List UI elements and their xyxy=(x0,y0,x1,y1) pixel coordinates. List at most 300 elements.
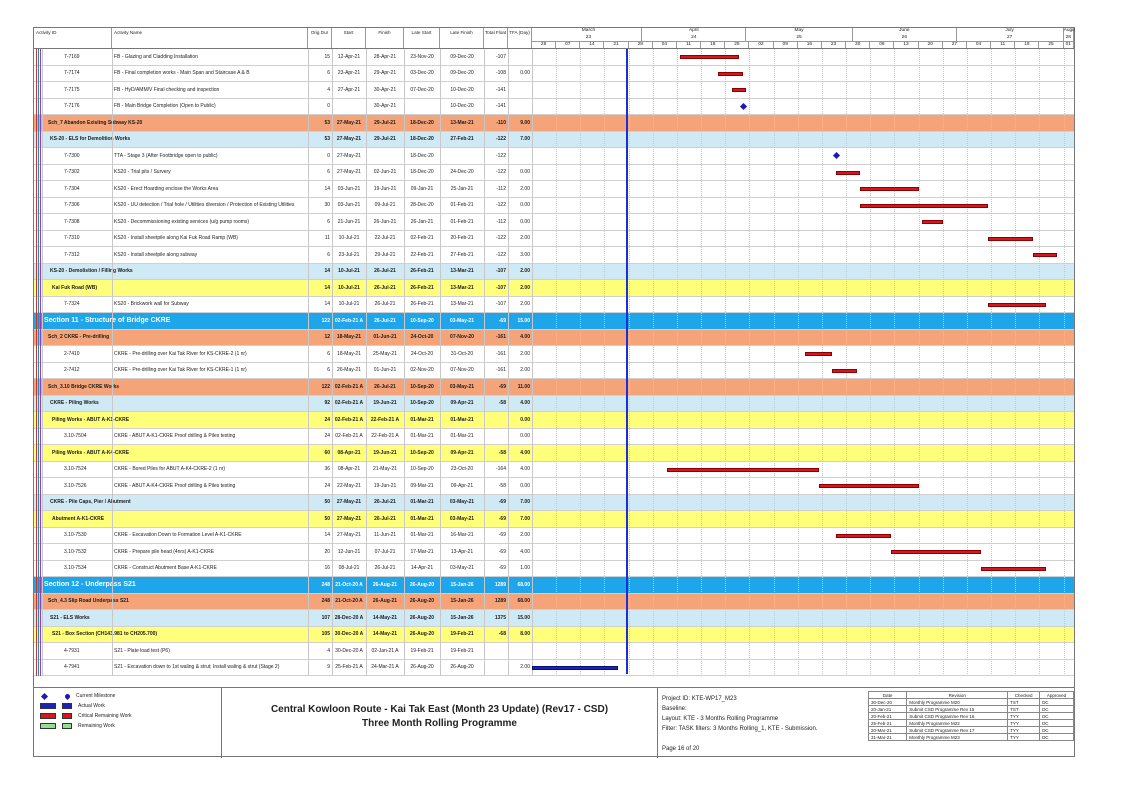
actual-work-bar[interactable] xyxy=(532,666,618,670)
critical-work-bar[interactable] xyxy=(988,303,1047,307)
cell-od: 122 xyxy=(321,317,330,324)
critical-work-bar[interactable] xyxy=(805,352,833,356)
cell-tfa: 4.00 xyxy=(520,334,530,341)
cell-st: 27-May-21 xyxy=(336,136,362,143)
cell-ls: 18-Dec-20 xyxy=(410,169,434,176)
cell-ls: 01-Mar-21 xyxy=(410,532,434,539)
column-divider xyxy=(440,49,441,676)
cell-ls: 18-Dec-20 xyxy=(410,136,434,143)
header-late-start[interactable]: Late Start xyxy=(404,28,440,48)
cell-fi: 26-Jun-21 xyxy=(373,218,397,225)
critical-work-bar[interactable] xyxy=(680,55,739,59)
critical-work-bar[interactable] xyxy=(836,171,860,175)
cell-tfa xyxy=(508,49,532,65)
column-divider xyxy=(404,49,405,676)
cell-name: S21 - ELS Works xyxy=(50,614,90,621)
cell-st: 02-Feb-21 A xyxy=(334,383,364,390)
critical-work-bar[interactable] xyxy=(860,204,988,208)
milestone-icon xyxy=(41,692,48,699)
cell-name: Sch_3.10 Bridge CKRE Works xyxy=(48,383,120,390)
cell-fi: 11-Jun-21 xyxy=(373,532,397,539)
cell-tfa: 68.00 xyxy=(517,581,530,588)
cell-ls: 26-Feb-21 xyxy=(410,268,434,275)
cell-lf: 27-Feb-21 xyxy=(450,251,474,258)
critical-work-bar[interactable] xyxy=(891,550,981,554)
cell-tf: -69 xyxy=(498,499,506,506)
cell-name: S21 - Box Section (CH143.981 to CH205.700) xyxy=(52,631,158,638)
cell-fi: 26-Aug-21 xyxy=(372,581,398,588)
cell-od: 107 xyxy=(321,614,330,621)
cell-tfa xyxy=(508,148,532,164)
cell-od: 6 xyxy=(327,70,330,77)
cell-name: KS20 - Erect Hoarding enclose the Works Area xyxy=(114,185,219,192)
remaining-work-swatch-2 xyxy=(62,723,72,729)
cell-ls: 03-Dec-20 xyxy=(410,70,434,77)
cell-tf: -161 xyxy=(495,334,506,341)
cell-name: S21 - Plate load test (P6) xyxy=(114,647,170,654)
cell-ls: 26-Feb-21 xyxy=(410,284,434,291)
legend-current-milestone xyxy=(40,693,115,699)
cell-fi: 07-Jul-21 xyxy=(374,548,396,555)
cell-tfa: 0.00 xyxy=(520,416,530,423)
cell-name: TTA - Stage 3 (After Footbridge open to public) xyxy=(114,152,218,159)
critical-work-bar[interactable] xyxy=(981,567,1047,571)
week-label: 25 xyxy=(1039,41,1063,48)
cell-od: 53 xyxy=(324,119,330,126)
critical-work-bar[interactable] xyxy=(922,220,943,224)
header-total-float[interactable]: Total Float xyxy=(484,28,508,48)
week-label: 11 xyxy=(991,41,1015,48)
week-gridline xyxy=(943,49,944,676)
week-gridline xyxy=(580,49,581,676)
cell-st: 03-Jun-21 xyxy=(337,185,361,192)
critical-work-bar[interactable] xyxy=(988,237,1033,241)
cell-fi xyxy=(366,148,404,164)
cell-tf xyxy=(484,660,508,676)
header-tfa[interactable]: TFA (Day) xyxy=(508,28,532,48)
cell-lf: 10-Dec-20 xyxy=(450,103,474,110)
revision-cell: TYY xyxy=(1008,727,1040,734)
critical-work-bar[interactable] xyxy=(836,534,891,538)
footer xyxy=(34,687,1074,758)
revision-row xyxy=(869,699,1074,706)
cell-od: 50 xyxy=(324,515,330,522)
cell-od: 36 xyxy=(324,466,330,473)
cell-od: 16 xyxy=(324,565,330,572)
cell-tfa: 7.00 xyxy=(520,515,530,522)
column-divider xyxy=(508,49,509,676)
cell-tf: -107 xyxy=(495,284,506,291)
week-gridline xyxy=(556,49,557,676)
week-gridline xyxy=(701,49,702,676)
cell-id: 4-7941 xyxy=(64,664,80,671)
cell-st: 10-Jul-21 xyxy=(338,301,360,308)
cell-id: 3.10-7504 xyxy=(64,433,87,440)
column-header-row xyxy=(34,28,1074,49)
title-block xyxy=(222,688,658,758)
cell-tf: -112 xyxy=(496,218,506,225)
critical-work-bar[interactable] xyxy=(667,468,819,472)
cell-tf: -122 xyxy=(495,251,506,258)
cell-od: 4 xyxy=(327,86,330,93)
cell-st: 27-May-21 xyxy=(336,119,362,126)
column-divider xyxy=(366,49,367,676)
cell-id: 7-7174 xyxy=(64,70,80,77)
cell-st: 30-Dec-20 A xyxy=(335,647,363,654)
cell-tf: -112 xyxy=(496,185,506,192)
week-gridline xyxy=(798,49,799,676)
cell-lf: 09-Apr-21 xyxy=(450,449,474,456)
cell-tfa: 0.00 xyxy=(520,202,530,209)
timeline-header xyxy=(532,28,1074,48)
cell-st: 12-Apr-21 xyxy=(337,53,361,60)
week-label: 09 xyxy=(774,41,798,48)
cell-tfa: 0.00 xyxy=(520,433,530,440)
revision-cell: TYY xyxy=(1008,720,1040,727)
week-label: 18 xyxy=(1015,41,1039,48)
header-start[interactable]: Start xyxy=(332,28,366,48)
legend-critical-remaining xyxy=(40,713,132,719)
cell-tfa: 2.00 xyxy=(520,367,530,374)
cell-fi: 28-Apr-21 xyxy=(373,53,397,60)
cell-tf: -58 xyxy=(498,482,506,489)
cell-tf: -58 xyxy=(498,400,506,407)
cell-tfa: 68.00 xyxy=(517,598,530,605)
week-gridline xyxy=(1064,49,1065,676)
cell-st: 08-Jul-21 xyxy=(338,565,360,572)
cell-st: 26-May-21 xyxy=(337,367,361,374)
cell-lf: 27-Feb-21 xyxy=(450,136,474,143)
week-gridline xyxy=(967,49,968,676)
critical-work-swatch xyxy=(40,713,56,719)
cell-name: KS20 - Trial pits / Survery xyxy=(114,169,171,176)
cell-ls: 10-Sep-20 xyxy=(410,317,434,324)
cell-name: CKRE - Pile Caps, Pier / Abutment xyxy=(50,499,131,506)
cell-ls: 02-Nov-20 xyxy=(410,367,434,374)
cell-name: KS20 - Install sheetpile along subway xyxy=(114,251,198,258)
cell-lf: 13-Mar-21 xyxy=(450,284,474,291)
cell-od: 20 xyxy=(324,548,330,555)
cell-lf: 07-Nov-20 xyxy=(450,367,474,374)
revision-cell: TYY xyxy=(1008,713,1040,720)
cell-ls: 19-Feb-21 xyxy=(410,647,434,654)
cell-tf: -69 xyxy=(498,515,506,522)
revision-cell: TST xyxy=(1008,699,1040,706)
revision-header-cell: Checked xyxy=(1008,692,1040,699)
cell-tfa xyxy=(508,99,532,115)
project-id: Project ID: KTE-WP17_M23 xyxy=(662,696,737,702)
revision-row xyxy=(869,720,1074,727)
cell-tf: -122 xyxy=(495,235,506,242)
cell-tfa: 2.00 xyxy=(520,235,530,242)
cell-st: 27-May-21 xyxy=(336,515,362,522)
cell-tf: -122 xyxy=(495,152,506,159)
revision-cell: 25-Feb-21 xyxy=(869,720,907,727)
cell-ls xyxy=(404,99,440,115)
cell-tfa: 15.00 xyxy=(517,317,530,324)
cell-tfa: 1.00 xyxy=(520,565,530,572)
cell-lf: 03-May-21 xyxy=(449,317,475,324)
cell-tfa: 2.00 xyxy=(520,284,530,291)
header-activity-id[interactable]: Activity ID xyxy=(34,28,112,48)
header-orig-dur[interactable]: Orig Dur xyxy=(308,28,332,48)
cell-ls: 10-Sep-20 xyxy=(410,400,434,407)
revision-row xyxy=(869,734,1074,741)
outline-level-stripe xyxy=(38,49,39,676)
revision-cell: DC xyxy=(1040,727,1074,734)
cell-lf: 01-Mar-21 xyxy=(450,416,474,423)
cell-lf: 15-Jan-26 xyxy=(450,581,474,588)
header-activity-name[interactable]: Activity Name xyxy=(112,28,308,48)
cell-name: Piling Works - ABUT A-K1-CKRE xyxy=(52,416,130,423)
cell-lf: 20-Feb-21 xyxy=(450,235,474,242)
cell-st: 03-Jun-21 xyxy=(337,202,361,209)
cell-tfa: 9.00 xyxy=(520,119,530,126)
cell-fi: 30-Apr-21 xyxy=(373,103,397,110)
cell-name: Sch_7 Abandon Exisitng Subway KS-20 xyxy=(48,119,143,126)
baseline: Baseline: xyxy=(662,706,687,712)
cell-tf: -69 xyxy=(498,383,506,390)
cell-tfa: 2.00 xyxy=(520,350,530,357)
month-number: 23 xyxy=(535,35,642,41)
cell-id: 3.10-7532 xyxy=(64,548,87,555)
cell-st: 08-Apr-21 xyxy=(337,449,361,456)
week-gridline xyxy=(919,49,920,676)
report-title: Central Kowloon Route - Kai Tak East (Month 23 Update) (Rev17 - CSD) xyxy=(270,704,609,715)
cell-fi: 02-Jun-21 xyxy=(373,169,397,176)
week-gridline xyxy=(629,49,630,676)
revision-cell: DC xyxy=(1040,734,1074,741)
cell-id: 7-7324 xyxy=(64,301,80,308)
cell-name: FB - HyD/AMM/V Final checking and inspection xyxy=(114,86,220,93)
revision-row xyxy=(869,713,1074,720)
cell-ls: 09-Jan-21 xyxy=(410,185,434,192)
cell-st: 02-Feb-21 A xyxy=(335,433,363,440)
cell-fi: 26-Jul-21 xyxy=(374,499,396,506)
cell-id: 7-7310 xyxy=(64,235,80,242)
cell-name: Section 12 - Underpass S21 xyxy=(44,580,136,588)
cell-name: CKRE - Piling Works xyxy=(50,400,99,407)
column-divider xyxy=(308,49,309,676)
cell-ls: 26-Aug-20 xyxy=(410,664,434,671)
week-label: 20 xyxy=(919,41,943,48)
cell-fi: 26-Jul-21 xyxy=(374,317,396,324)
week-label: 02 xyxy=(749,41,773,48)
month-number: 25 xyxy=(746,35,853,41)
cell-st: 27-May-21 xyxy=(337,152,361,159)
cell-tfa: 7.00 xyxy=(520,136,530,143)
cell-st: 27-May-21 xyxy=(337,532,361,539)
week-gridline xyxy=(725,49,726,676)
cell-id: 7-7306 xyxy=(64,202,80,209)
cell-st: 02-Feb-21 A xyxy=(334,416,364,423)
cell-lf: 25-Jan-21 xyxy=(450,185,474,192)
cell-lf: 13-Apr-21 xyxy=(450,548,474,555)
critical-work-bar[interactable] xyxy=(819,484,919,488)
column-divider xyxy=(484,49,485,676)
cell-od: 14 xyxy=(324,301,330,308)
revision-header-cell: Approved xyxy=(1040,692,1074,699)
cell-od: 122 xyxy=(321,383,330,390)
cell-name: KS-20 - Demolistion / Filling Works xyxy=(50,268,133,275)
cell-id: 3.10-7526 xyxy=(64,482,87,489)
cell-od: 6 xyxy=(327,251,330,258)
revision-header-cell: Date xyxy=(869,692,907,699)
week-gridline xyxy=(749,49,750,676)
cell-tf: 1289 xyxy=(494,581,506,588)
cell-ls: 10-Sep-20 xyxy=(410,466,434,473)
cell-id: 7-7304 xyxy=(64,185,80,192)
week-label: 28 xyxy=(629,41,653,48)
cell-fi: 24-Mar-21 A xyxy=(371,664,399,671)
cell-tf: 1375 xyxy=(494,614,506,621)
critical-work-bar[interactable] xyxy=(1033,253,1057,257)
legend-label: Critical Remaining Work xyxy=(78,713,132,719)
outline-level-stripe xyxy=(40,49,41,676)
cell-lf: 01-Feb-21 xyxy=(450,218,474,225)
page-number: Page 16 of 20 xyxy=(662,746,700,752)
cell-name: KS20 - Install sheetpile along Kai Fuk Road Ramp (WB) xyxy=(114,235,238,242)
cell-fi: 26-Jul-21 xyxy=(374,565,396,572)
cell-st: 10-Jul-21 xyxy=(338,235,360,242)
week-label: 07 xyxy=(556,41,580,48)
week-gridline xyxy=(653,49,654,676)
revision-cell: Submit CSD Programme Rev 17 xyxy=(907,727,1008,734)
cell-id: 7-7302 xyxy=(64,169,80,176)
cell-tfa: 2.00 xyxy=(520,301,530,308)
column-divider xyxy=(112,49,113,676)
cell-fi: 22-Feb-21 A xyxy=(371,433,399,440)
cell-od: 24 xyxy=(324,416,330,423)
cell-lf: 23-Oct-20 xyxy=(450,466,474,473)
cell-od: 14 xyxy=(324,268,330,275)
cell-lf: 03-May-21 xyxy=(449,515,475,522)
cell-lf: 15-Jan-26 xyxy=(450,598,474,605)
cell-tf: -69 xyxy=(498,317,506,324)
week-label: 18 xyxy=(701,41,725,48)
critical-work-swatch-2 xyxy=(62,713,72,719)
cell-fi: 14-May-21 xyxy=(372,614,398,621)
week-gridline xyxy=(870,49,871,676)
revision-table xyxy=(868,691,1074,741)
cell-od: 6 xyxy=(327,218,330,225)
cell-name: CKRE - Prepare pile head (4nrs) A-K1-CKRE xyxy=(114,548,215,555)
cell-tf xyxy=(484,429,508,445)
cell-tf: -164 xyxy=(495,466,506,473)
revision-cell: DC xyxy=(1040,713,1074,720)
remaining-work-swatch xyxy=(40,723,56,729)
cell-lf: 09-Apr-21 xyxy=(450,400,474,407)
revision-cell: Monthly Programme M20 xyxy=(907,699,1008,706)
cell-tf: -58 xyxy=(498,449,506,456)
cell-id: 3.10-7534 xyxy=(64,565,87,572)
cell-name: KS20 - UU detection / Trial hole / Utilities diversion / Protection of Existing Utilities xyxy=(114,202,295,209)
cell-od: 30 xyxy=(324,202,330,209)
week-label: 13 xyxy=(894,41,918,48)
cell-od: 14 xyxy=(324,185,330,192)
cell-id: 2-7410 xyxy=(64,350,80,357)
cell-tf: -69 xyxy=(498,548,506,555)
cell-st xyxy=(332,99,366,115)
cell-ls: 24-Oct-20 xyxy=(410,350,434,357)
cell-tfa: 15.00 xyxy=(517,614,530,621)
revision-cell: 31-Mar-21 xyxy=(869,734,907,741)
cell-fi: 19-Jun-21 xyxy=(373,482,397,489)
revision-cell: 20-Jan-21 xyxy=(869,706,907,713)
cell-ls: 22-Feb-21 xyxy=(410,251,434,258)
cell-ls: 01-Mar-21 xyxy=(410,416,434,423)
critical-work-bar[interactable] xyxy=(860,187,919,191)
cell-tfa xyxy=(508,82,532,98)
cell-od: 248 xyxy=(321,598,330,605)
cell-od: 15 xyxy=(324,53,330,60)
cell-tf: -69 xyxy=(498,565,506,572)
cell-od: 50 xyxy=(324,499,330,506)
cell-fi: 14-May-21 xyxy=(372,631,398,638)
revision-cell: Monthly Programme M23 xyxy=(907,734,1008,741)
cell-fi: 26-Jul-21 xyxy=(374,515,396,522)
cell-id: 3.10-7530 xyxy=(64,532,87,539)
week-label: 23 xyxy=(822,41,846,48)
cell-od: 60 xyxy=(324,449,330,456)
critical-work-bar[interactable] xyxy=(732,88,746,92)
week-gridline xyxy=(604,49,605,676)
cell-od: 53 xyxy=(324,136,330,143)
cell-tf: -107 xyxy=(495,53,506,60)
month-number: 26 xyxy=(853,35,957,41)
cell-tfa: 7.00 xyxy=(520,499,530,506)
cell-id: 7-7169 xyxy=(64,53,80,60)
cell-id: 3.10-7524 xyxy=(64,466,87,473)
week-label: 04 xyxy=(653,41,677,48)
critical-work-bar[interactable] xyxy=(832,369,856,373)
cell-st: 21-Oct-20 A xyxy=(335,581,363,588)
cell-tf: -161 xyxy=(495,367,506,374)
cell-st: 30-Dec-20 A xyxy=(334,631,364,638)
cell-st: 25-Feb-21 A xyxy=(335,664,363,671)
week-label: 16 xyxy=(798,41,822,48)
cell-ls: 23-Nov-20 xyxy=(410,53,434,60)
cell-id: 7-7176 xyxy=(64,103,80,110)
cell-ls: 09-Mar-21 xyxy=(410,482,434,489)
cell-tfa: 4.00 xyxy=(520,400,530,407)
cell-fi: 22-Jul-21 xyxy=(374,235,396,242)
cell-tfa: 4.00 xyxy=(520,548,530,555)
cell-lf: 16-Mar-21 xyxy=(450,532,474,539)
cell-lf: 01-Mar-21 xyxy=(450,433,474,440)
revision-cell: TST xyxy=(1008,706,1040,713)
cell-lf: 24-Dec-20 xyxy=(450,169,474,176)
cell-ls: 26-Aug-20 xyxy=(409,581,435,588)
cell-od: 24 xyxy=(324,482,330,489)
cell-name: CKRE - ABUT A-K4-CKRE Proof drilling & Piles testing xyxy=(114,482,236,489)
legend xyxy=(34,688,222,758)
header-finish[interactable]: Finish xyxy=(366,28,404,48)
cell-name: FB - Main Bridge Completion (Open to Public) xyxy=(114,103,216,110)
cell-tf: -122 xyxy=(495,136,506,143)
cell-name: Piling Works - ABUT A-K4-CKRE xyxy=(52,449,130,456)
legend-remaining-work xyxy=(40,723,115,729)
week-label: 27 xyxy=(943,41,967,48)
month-number: 24 xyxy=(642,35,746,41)
revision-cell: 20-Mar-21 xyxy=(869,727,907,734)
revision-row xyxy=(869,727,1074,734)
cell-tf: -68 xyxy=(498,631,506,638)
cell-lf: 19-Feb-21 xyxy=(450,647,474,654)
header-late-finish[interactable]: Late Finish xyxy=(440,28,484,48)
revision-row xyxy=(869,706,1074,713)
critical-work-bar[interactable] xyxy=(718,72,742,76)
